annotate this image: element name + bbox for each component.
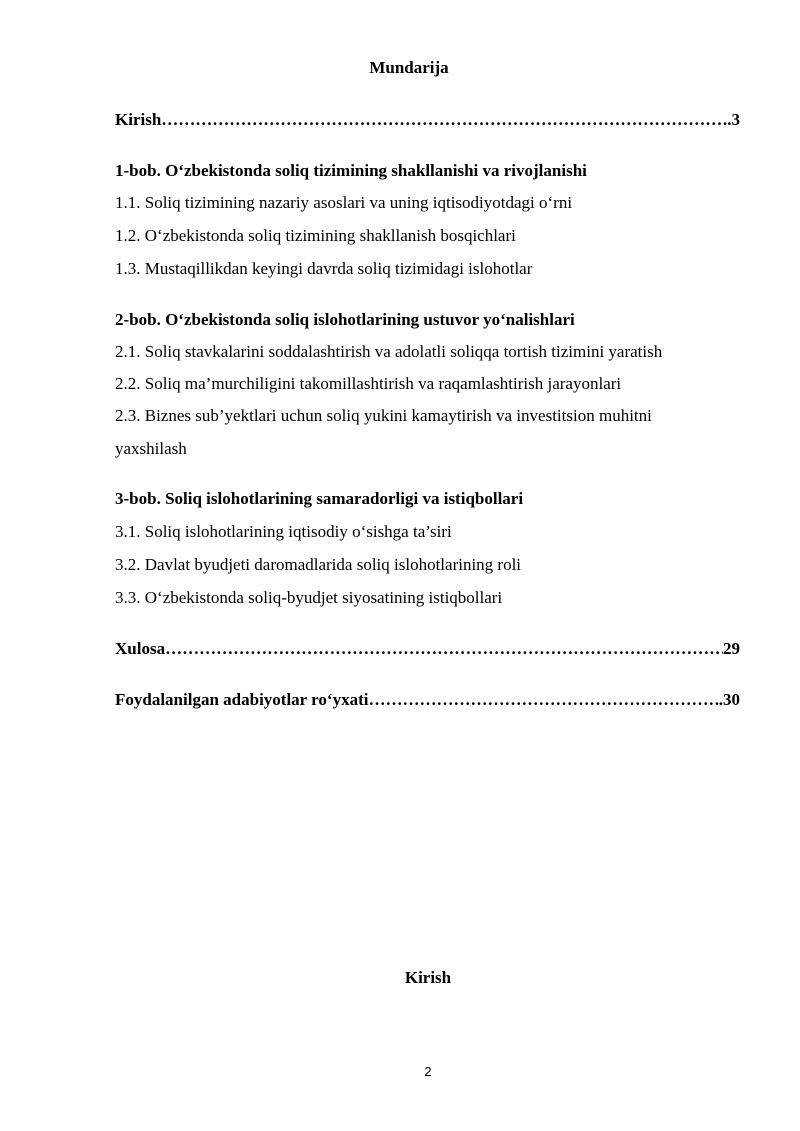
toc-item: 2.2. Soliq ma’murchiligini takomillashtirish va raqamlashtirish jarayonlari	[115, 374, 622, 393]
toc-entry-conclusion	[115, 638, 740, 660]
dot-leader	[368, 689, 718, 711]
toc-item: 2.1. Soliq stavkalarini soddalashtirish va adolatli soliqqa tortish tizimini yaratish	[115, 342, 663, 361]
toc-title: Mundarija	[369, 58, 449, 77]
dot-leader	[161, 109, 727, 131]
toc-item: 3.2. Davlat byudjeti daromadlarida soliq islohotlarining roli	[115, 555, 522, 574]
chapter-heading-2: 2-bob. O‘zbekistonda soliq islohotlarining ustuvor yo‘nalishlari	[115, 310, 575, 329]
page-number: 2	[424, 1064, 432, 1079]
toc-item: 2.3. Biznes sub’yektlari uchun soliq yukini kamaytirish va investitsion muhitni	[115, 406, 652, 425]
toc-page-number: .3	[727, 110, 740, 129]
chapter-heading-3: 3-bob. Soliq islohotlarining samaradorligi va istiqbollari	[115, 489, 524, 508]
toc-item: 1.2. O‘zbekistonda soliq tizimining shakllanish bosqichlari	[115, 226, 516, 245]
toc-item: 1.3. Mustaqillikdan keyingi davrda soliq tizimidagi islohotlar	[115, 259, 533, 278]
toc-item-continuation: yaxshilash	[115, 439, 187, 458]
toc-entry-intro	[115, 109, 740, 131]
toc-page-number: .30	[718, 690, 740, 709]
toc-item: 3.3. O‘zbekistonda soliq-byudjet siyosatining istiqbollari	[115, 588, 503, 607]
toc-page-number: 29	[723, 639, 740, 658]
toc-item: 3.1. Soliq islohotlarining iqtisodiy o‘sishga ta’siri	[115, 522, 452, 541]
toc-entry-label: Xulosa	[115, 639, 166, 658]
dot-leader	[165, 638, 723, 660]
section-heading-intro: Kirish	[404, 968, 452, 987]
toc-entry-label: Kirish	[115, 110, 162, 129]
toc-item: 1.1. Soliq tizimining nazariy asoslari va uning iqtisodiyotdagi o‘rni	[115, 193, 573, 212]
chapter-heading-1: 1-bob. O‘zbekistonda soliq tizimining shakllanishi va rivojlanishi	[115, 161, 587, 180]
toc-entry-label: Foydalanilgan adabiyotlar ro‘yxati	[115, 690, 369, 709]
toc-entry-references	[115, 689, 740, 711]
